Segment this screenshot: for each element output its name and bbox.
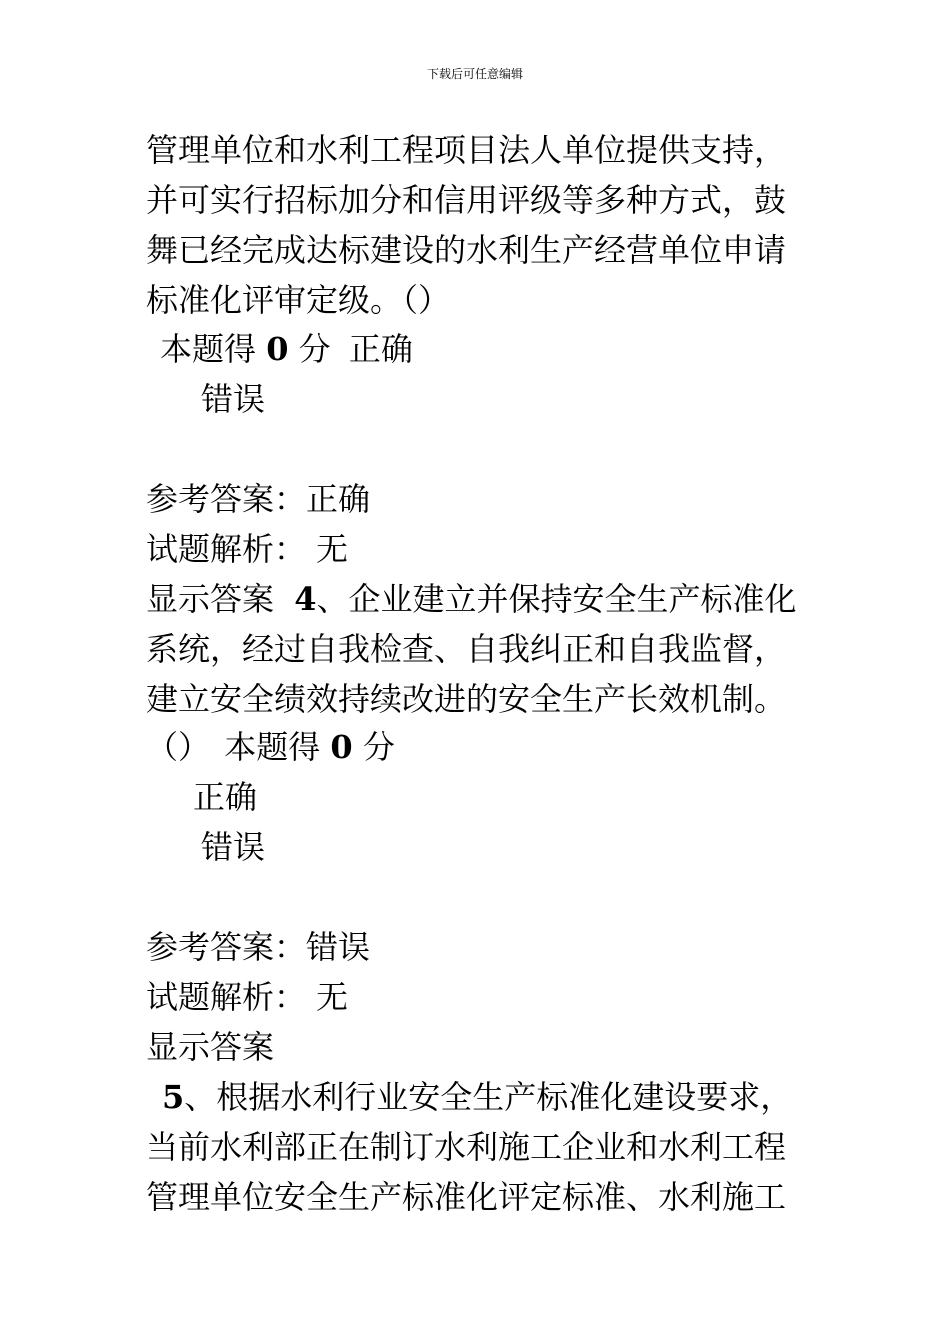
question-3-line-1: 管理单位和水利工程项目法人单位提供支持，: [146, 131, 787, 169]
question-4-line-1: [146, 579, 796, 619]
question-number: 4: [294, 580, 317, 618]
option-wrong[interactable]: 错误: [201, 380, 266, 418]
analysis-label: 试题解析：: [146, 530, 307, 568]
score-prefix: 本题得: [160, 330, 257, 368]
score-prefix: 本题得: [224, 728, 321, 766]
answer-label: 参考答案：: [146, 480, 307, 518]
score-suffix: 分: [298, 330, 331, 368]
question-4-reference-answer: [146, 927, 370, 967]
question-3-line-4: 标准化评审定级。（）: [146, 281, 451, 319]
question-4-score: [146, 727, 395, 767]
question-3-score: [160, 329, 413, 369]
answer-value: 正确: [306, 480, 371, 518]
question-3-analysis: [146, 529, 348, 569]
analysis-value: 无: [316, 530, 349, 568]
question-3-reference-answer: [146, 479, 370, 519]
score-value: 0: [330, 728, 353, 766]
question-4-line-3: 建立安全绩效持续改进的安全生产长效机制。: [146, 680, 787, 718]
option-wrong[interactable]: 错误: [201, 828, 266, 866]
answer-label: 参考答案：: [146, 928, 307, 966]
bracket: （）: [146, 728, 211, 766]
page-header: 下载后可任意编辑: [426, 67, 523, 81]
question-5-line-1: [162, 1077, 792, 1117]
option-correct[interactable]: 正确: [193, 778, 258, 816]
analysis-value: 无: [316, 978, 349, 1016]
question-5-line-2: 当前水利部正在制订水利施工企业和水利工程: [146, 1128, 787, 1166]
question-3-line-3: 舞已经完成达标建设的水利生产经营单位申请: [146, 231, 787, 269]
score-suffix: 分: [362, 728, 395, 766]
question-5-text: 、根据水利行业安全生产标准化建设要求，: [184, 1078, 793, 1116]
question-3-line-2: 并可实行招标加分和信用评级等多种方式，鼓: [146, 181, 787, 219]
question-4-analysis: [146, 977, 348, 1017]
score-value: 0: [266, 330, 289, 368]
answer-value: 错误: [306, 928, 371, 966]
analysis-label: 试题解析：: [146, 978, 307, 1016]
question-4-line-2: 系统，经过自我检查、自我纠正和自我监督，: [146, 630, 787, 668]
option-correct[interactable]: 正确: [348, 330, 413, 368]
show-answer-link[interactable]: 显示答案: [146, 580, 275, 618]
show-answer-link[interactable]: 显示答案: [146, 1028, 275, 1066]
question-number: 5: [162, 1078, 185, 1116]
question-4-text: 、企业建立并保持安全生产标准化: [316, 580, 797, 618]
question-5-line-3: 管理单位安全生产标准化评定标准、水利施工: [146, 1178, 787, 1216]
